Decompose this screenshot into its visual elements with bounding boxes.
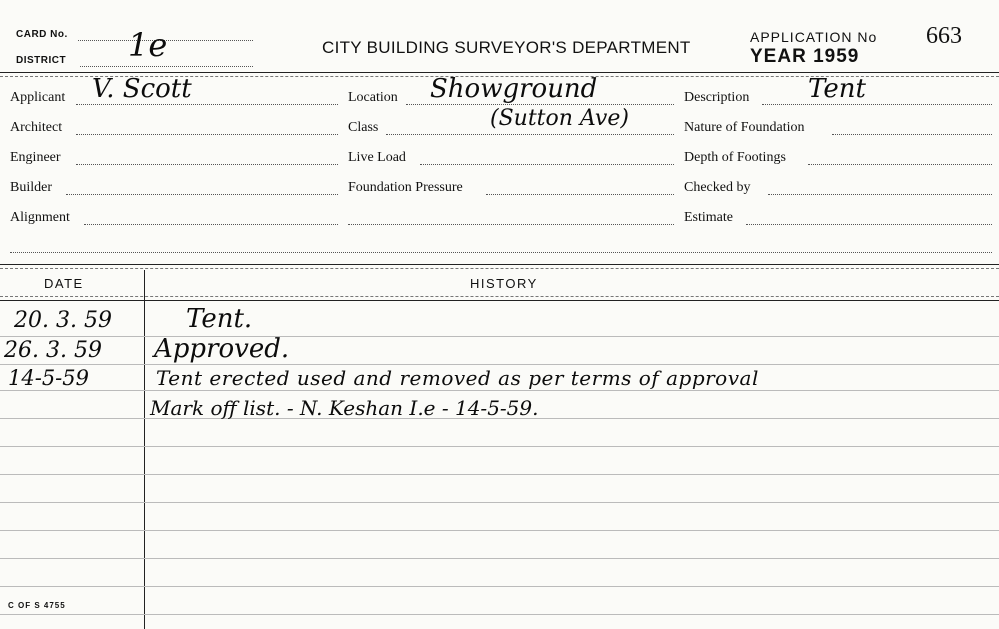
depth-of-footings-line — [808, 164, 992, 165]
bottom-blank-line — [10, 252, 992, 253]
description-line — [762, 104, 992, 105]
history-entry: Tent. — [186, 304, 253, 334]
history-column-header: HISTORY — [470, 276, 538, 291]
application-label: APPLICATION No — [750, 29, 878, 45]
history-date: 14-5-59 — [8, 366, 89, 390]
form-code: C OF S 4755 — [8, 601, 66, 610]
ruled-line — [0, 474, 999, 475]
ruled-line — [0, 336, 999, 337]
date-column-header: DATE — [44, 276, 84, 291]
district-value: 1e — [128, 26, 168, 64]
date-column-divider — [144, 270, 145, 629]
class-label: Class — [348, 120, 379, 135]
ruled-line — [0, 558, 999, 559]
architect-line — [76, 134, 338, 135]
ruled-line — [0, 364, 999, 365]
location-label: Location — [348, 90, 398, 105]
live-load-label: Live Load — [348, 150, 406, 165]
card-no-label: CARD No. — [16, 29, 68, 40]
history-date: 20. 3. 59 — [14, 308, 112, 333]
class-line — [386, 134, 674, 135]
nature-of-foundation-line — [832, 134, 992, 135]
depth-of-footings-label: Depth of Footings — [684, 150, 786, 165]
year-label: YEAR 1959 — [750, 46, 860, 67]
ruled-line — [0, 502, 999, 503]
history-entry: Mark off list. - N. Keshan I.e - 14-5-59. — [150, 396, 539, 420]
ruled-line — [0, 586, 999, 587]
application-number: 663 — [926, 23, 962, 49]
builder-label: Builder — [10, 180, 52, 195]
live-load-line — [420, 164, 674, 165]
col2-blank-line — [348, 224, 674, 225]
history-top-rule-2 — [0, 268, 999, 269]
history-header-rule — [0, 296, 999, 297]
applicant-line — [76, 104, 338, 105]
ruled-line — [0, 390, 999, 391]
alignment-label: Alignment — [10, 210, 70, 225]
description-label: Description — [684, 90, 750, 105]
ruled-line — [0, 614, 999, 615]
estimate-line — [746, 224, 992, 225]
engineer-line — [76, 164, 338, 165]
applicant-value: V. Scott — [92, 74, 192, 104]
history-header-rule-2 — [0, 300, 999, 301]
history-top-rule — [0, 264, 999, 265]
checked-by-label: Checked by — [684, 180, 751, 195]
ruled-line — [0, 530, 999, 531]
description-value: Tent — [808, 74, 866, 104]
location-note: (Sutton Ave) — [490, 106, 629, 131]
district-line — [80, 66, 253, 67]
location-value: Showground — [430, 74, 598, 104]
architect-label: Architect — [10, 120, 63, 135]
nature-of-foundation-label: Nature of Foundation — [684, 120, 805, 135]
foundation-pressure-line — [486, 194, 674, 195]
alignment-line — [84, 224, 338, 225]
department-title: CITY BUILDING SURVEYOR'S DEPARTMENT — [322, 38, 691, 57]
history-date: 26. 3. 59 — [4, 338, 102, 363]
history-entry: Tent erected used and removed as per terms of approval — [156, 366, 759, 390]
location-line — [406, 104, 674, 105]
checked-by-line — [768, 194, 992, 195]
applicant-label: Applicant — [10, 90, 66, 105]
district-label: DISTRICT — [16, 55, 67, 66]
estimate-label: Estimate — [684, 210, 733, 225]
header-rule — [0, 72, 999, 73]
engineer-label: Engineer — [10, 150, 61, 165]
foundation-pressure-label: Foundation Pressure — [348, 180, 463, 195]
history-entry: Approved. — [154, 334, 290, 364]
builder-line — [66, 194, 338, 195]
ruled-line — [0, 446, 999, 447]
